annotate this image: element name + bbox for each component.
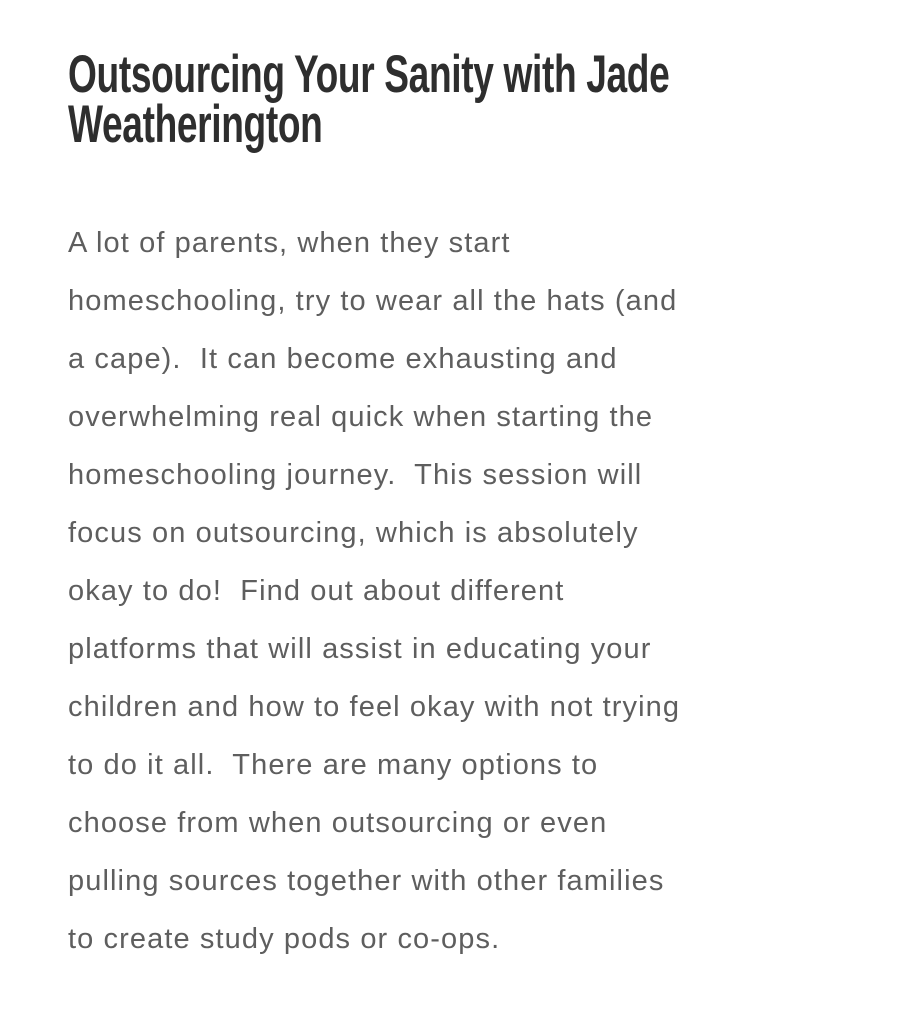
session-description <box>68 214 846 968</box>
paragraph-line: A lot of parents, when they start <box>68 227 511 259</box>
paragraph-line: a cape). It can become exhausting and <box>68 343 618 375</box>
paragraph-line: homeschooling journey. This session will <box>68 459 643 491</box>
paragraph-line: children and how to feel okay with not trying <box>68 691 681 723</box>
paragraph-line: focus on outsourcing, which is absolutely <box>68 517 639 549</box>
paragraph-line: overwhelming real quick when starting the <box>68 401 654 433</box>
paragraph-line: choose from when outsourcing or even <box>68 807 608 839</box>
page-title-line-1: Outsourcing Your Sanity with Jade <box>68 45 670 104</box>
paragraph-line: platforms that will assist in educating your <box>68 633 652 665</box>
paragraph-line: pulling sources together with other families <box>68 865 665 897</box>
paragraph-line: okay to do! Find out about different <box>68 575 565 607</box>
page-title <box>68 45 846 154</box>
paragraph-line: homeschooling, try to wear all the hats (and <box>68 285 678 317</box>
page-title-line-2: Weatherington <box>68 95 323 154</box>
paragraph-line: to do it all. There are many options to <box>68 749 599 781</box>
paragraph-line: to create study pods or co-ops. <box>68 923 501 955</box>
